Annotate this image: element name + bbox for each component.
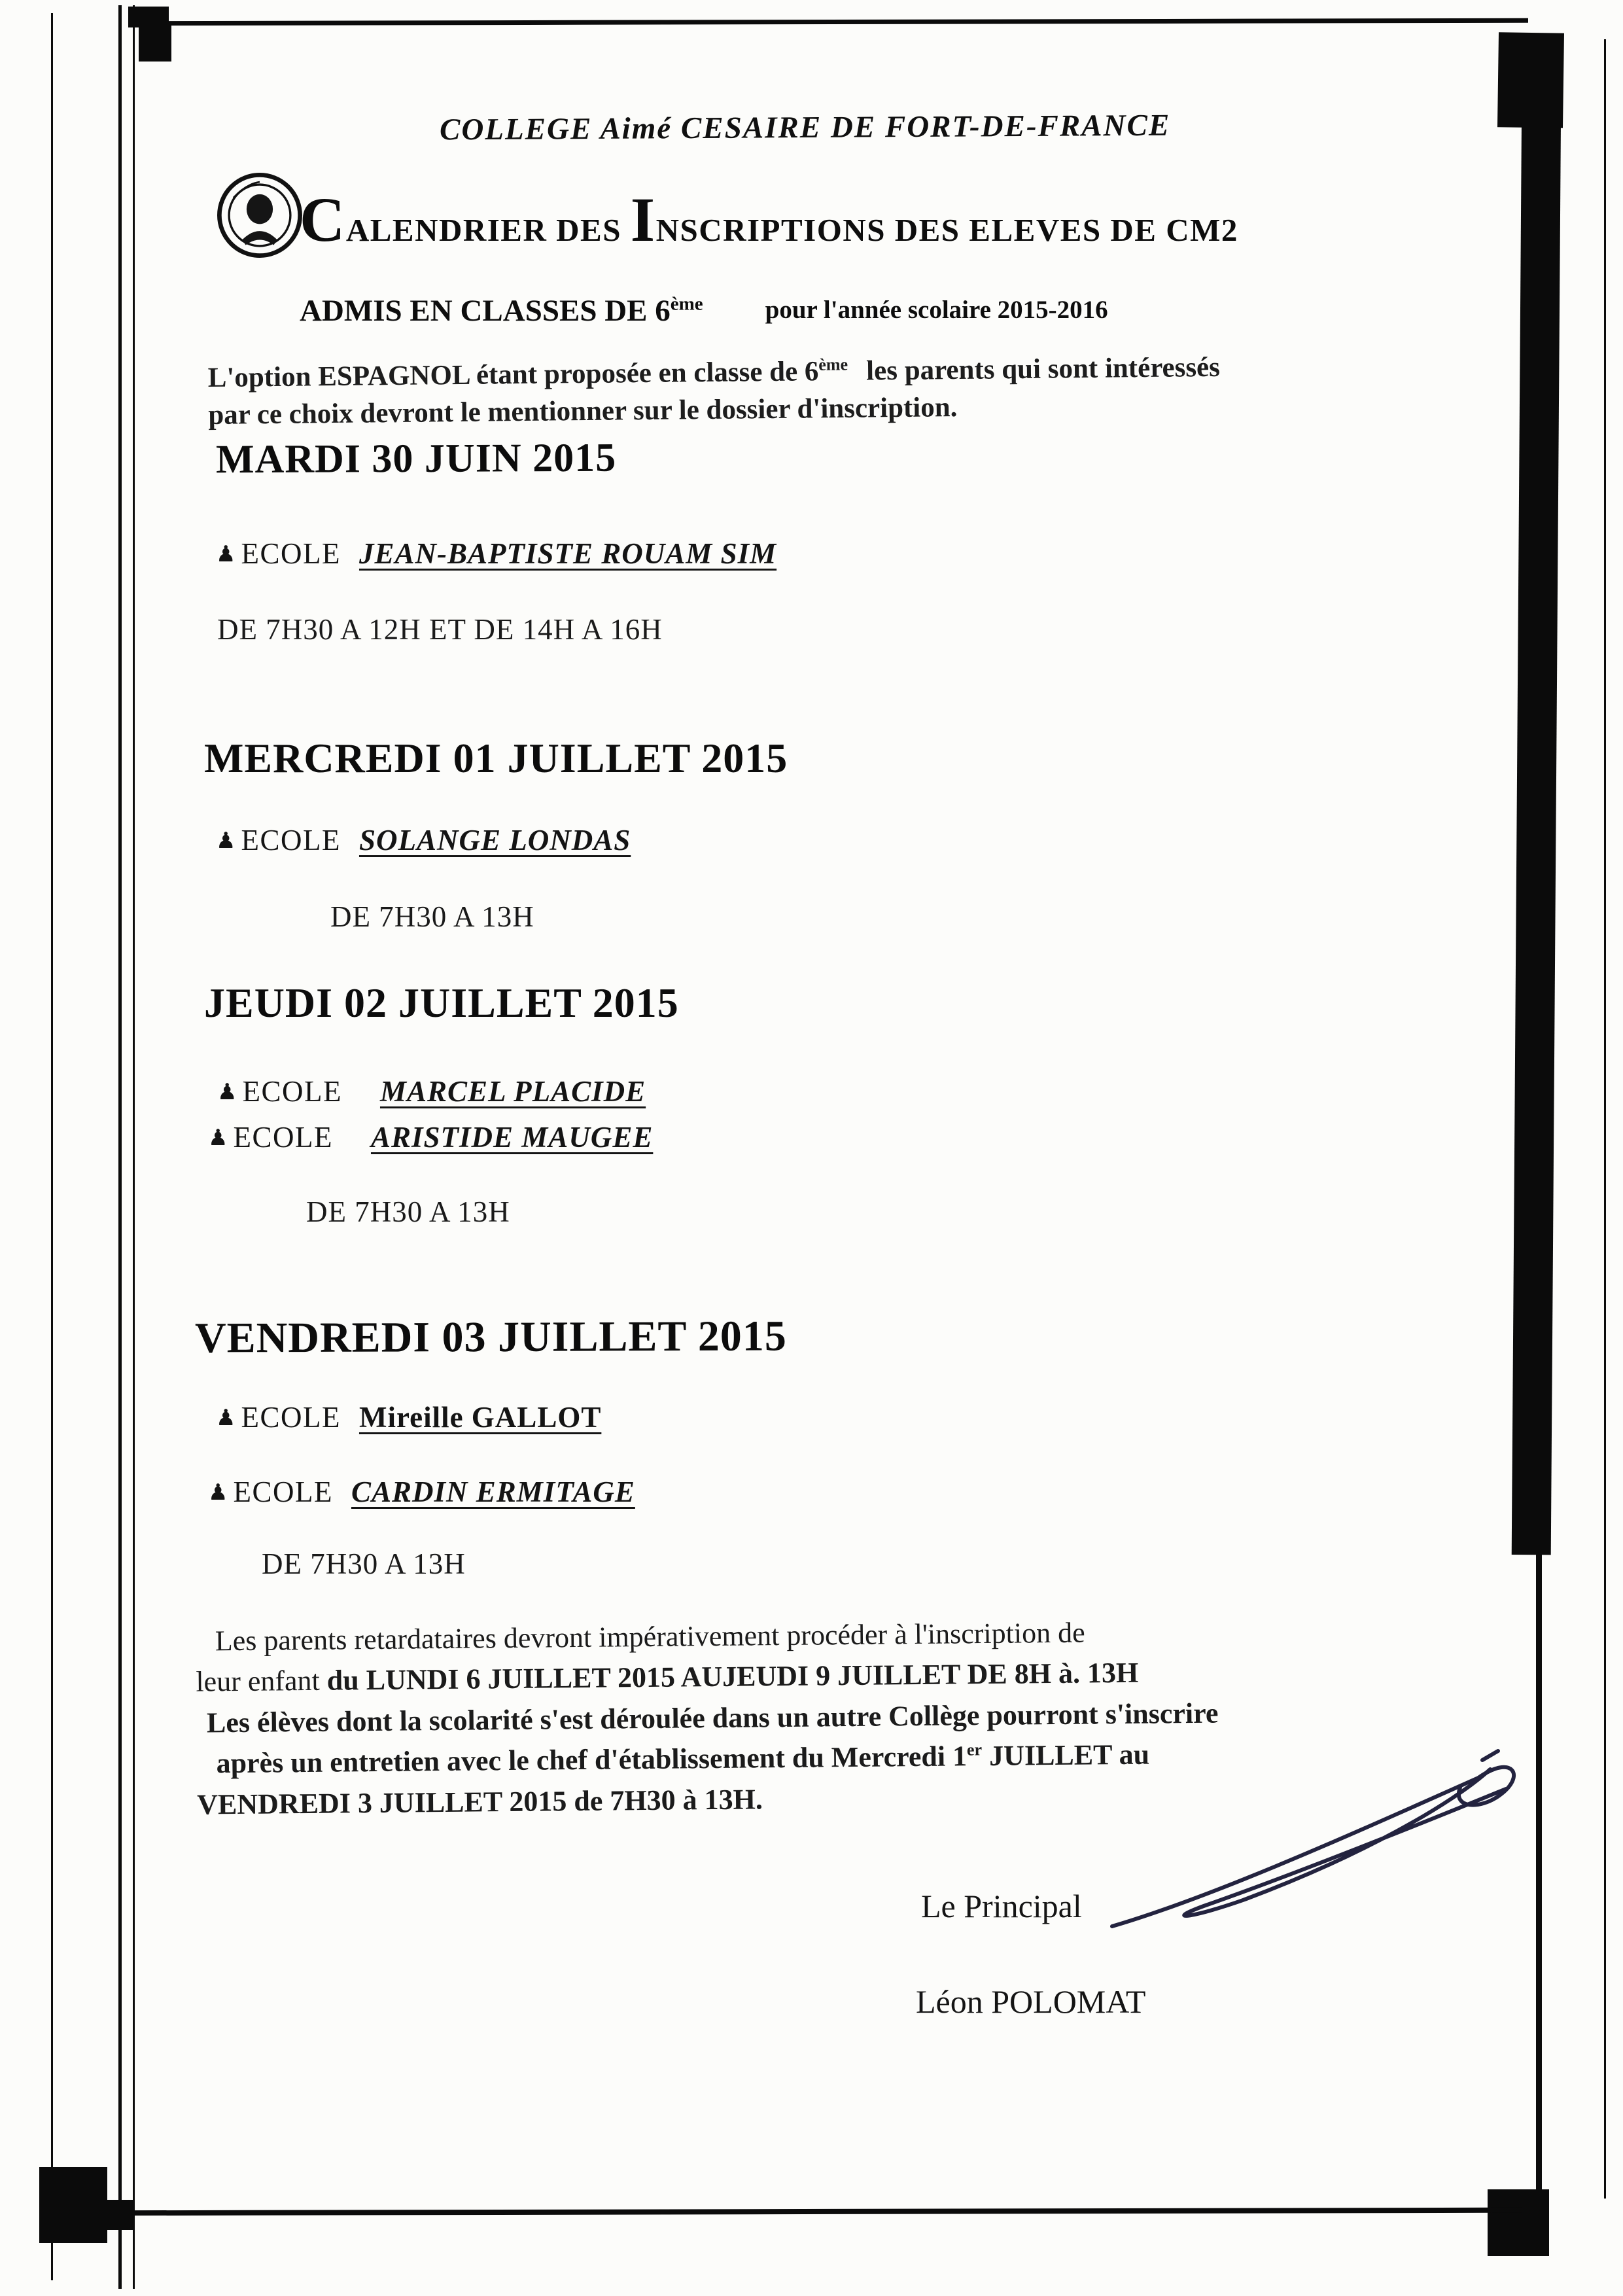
- school-name: CARDIN ERMITAGE: [351, 1475, 635, 1508]
- intro-line1-pre: L'option ESPAGNOL étant proposée en classe de 6: [207, 356, 819, 394]
- signature: [1086, 1748, 1531, 1964]
- school-line: [216, 1400, 601, 1434]
- footer-line4-pre: après un entretien avec le chef d'établissement du Mercredi 1: [216, 1740, 968, 1780]
- person-bullet-icon: ♟: [208, 1125, 228, 1151]
- school-name: JEAN-BAPTISTE ROUAM SIM: [358, 537, 777, 570]
- day-heading-vendredi: VENDREDI 03 JUILLET 2015: [194, 1312, 787, 1362]
- school-label: ECOLE: [241, 1401, 341, 1434]
- scan-border-topright: [1497, 32, 1564, 128]
- footer-line4-sup: er: [966, 1740, 983, 1760]
- signatory-name: Léon POLOMAT: [916, 1983, 1146, 2020]
- school-label: ECOLE: [233, 1121, 333, 1154]
- footer-line4-post: JUILLET au: [981, 1739, 1150, 1773]
- hours-text: DE 7H30 A 13H: [306, 1195, 510, 1228]
- hours-text: DE 7H30 A 12H ET DE 14H A 16H: [217, 613, 663, 646]
- scan-border-bottom: [99, 2208, 1522, 2216]
- school-line: [208, 1120, 653, 1154]
- school-line: [217, 1074, 646, 1108]
- scan-border-right-outer: [1604, 39, 1606, 2199]
- scan-border-bottomright: [1488, 2189, 1549, 2256]
- day-heading-mercredi: MERCREDI 01 JUILLET 2015: [204, 735, 788, 781]
- scan-border-bottomleft-step: [90, 2200, 133, 2230]
- school-logo-stamp-icon: [216, 171, 304, 259]
- footer-line2-regular: leur enfant: [196, 1665, 328, 1699]
- hours-text: DE 7H30 A 13H: [330, 900, 534, 933]
- school-name: ARISTIDE MAUGEE: [370, 1121, 654, 1154]
- school-name-header: COLLEGE Aimé CESAIRE DE FORT-DE-FRANCE: [439, 108, 1171, 147]
- footer-line-3: Les élèves dont la scolarité s'est déroulée dans un autre Collège pourront s'inscrire: [206, 1697, 1219, 1739]
- document-subtitle: [300, 293, 1108, 328]
- school-line: [208, 1475, 635, 1509]
- subtitle-year: pour l'année scolaire 2015-2016: [765, 296, 1108, 324]
- school-name: MARCEL PLACIDE: [379, 1075, 646, 1108]
- footer-line2-bold: du LUNDI 6 JUILLET 2015 AUJEUDI 9 JUILLET DE 8H à. 13H: [326, 1657, 1139, 1697]
- day-heading-mardi: MARDI 30 JUIN 2015: [215, 435, 617, 482]
- school-name: SOLANGE LONDAS: [358, 824, 631, 857]
- person-bullet-icon: ♟: [216, 541, 236, 567]
- title-dropcap-i: I: [630, 185, 656, 255]
- person-bullet-icon: ♟: [216, 828, 236, 854]
- person-bullet-icon: ♟: [217, 1079, 237, 1105]
- school-label: ECOLE: [233, 1475, 333, 1508]
- intro-line1-sup: ème: [818, 355, 848, 374]
- scan-border-left-line-1: [118, 5, 122, 2289]
- intro-line1-post: les parents qui sont intéressés: [865, 351, 1221, 387]
- school-label: ECOLE: [241, 824, 341, 857]
- person-bullet-icon: ♟: [216, 1405, 236, 1431]
- title-text-2: NSCRIPTIONS DES ELEVES DE CM2: [655, 212, 1238, 248]
- school-name: Mireille GALLOT: [358, 1401, 602, 1434]
- scan-border-topleft-step: [139, 25, 171, 62]
- title-text-1: ALENDRIER DES: [345, 212, 631, 248]
- subtitle-classes: ADMIS EN CLASSES DE 6: [300, 294, 671, 328]
- day-heading-jeudi: JEUDI 02 JUILLET 2015: [204, 980, 679, 1026]
- footer-line-5: VENDREDI 3 JUILLET 2015 de 7H30 à 13H.: [197, 1783, 763, 1821]
- footer-line-1: Les parents retardataires devront impérativement procéder à l'inscription de: [215, 1616, 1085, 1657]
- school-line: [216, 823, 631, 857]
- person-bullet-icon: ♟: [208, 1479, 228, 1506]
- school-line: [216, 537, 777, 571]
- scan-border-right-line: [1536, 1551, 1542, 2208]
- intro-paragraph: [207, 347, 1457, 434]
- title-dropcap-c: C: [300, 185, 346, 255]
- document-title: [300, 185, 1238, 255]
- school-label: ECOLE: [242, 1075, 342, 1108]
- scan-border-right-bar: [1512, 122, 1561, 1555]
- scan-border-top: [140, 18, 1528, 26]
- scan-border-left-line-2: [133, 5, 135, 2289]
- school-label: ECOLE: [241, 537, 341, 570]
- hours-text: DE 7H30 A 13H: [262, 1547, 466, 1580]
- intro-line-2: par ce choix devront le mentionner sur le dossier d'inscription.: [208, 391, 958, 431]
- scan-border-left-outer: [51, 13, 53, 2280]
- signatory-role: Le Principal: [921, 1888, 1082, 1924]
- subtitle-sup: ème: [670, 293, 703, 315]
